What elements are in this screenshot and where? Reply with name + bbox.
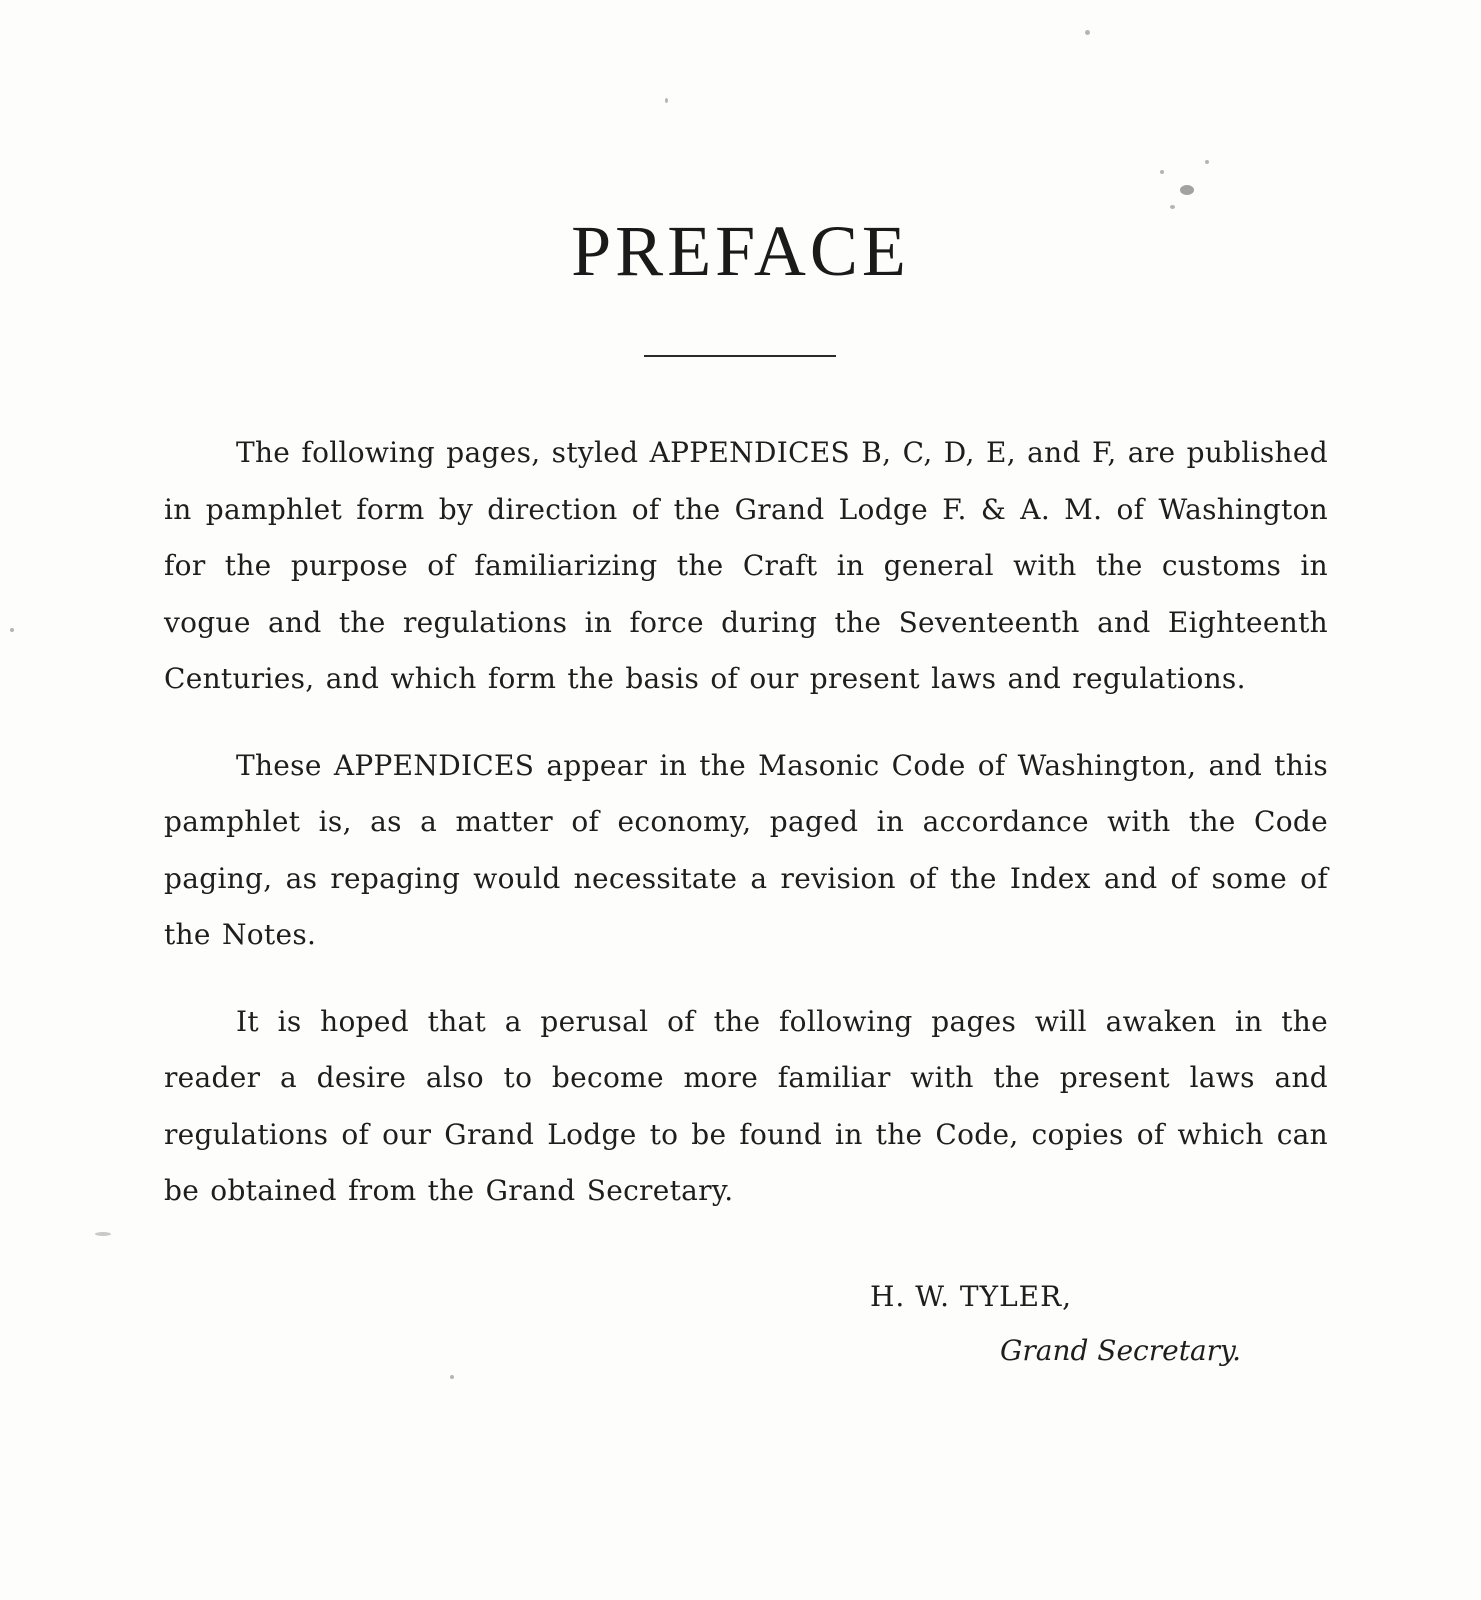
paper-speck <box>10 628 14 632</box>
title-divider <box>644 355 836 357</box>
signature-title: Grand Secretary. <box>1000 1334 1242 1367</box>
paper-speck <box>1180 185 1194 195</box>
paper-speck <box>1085 30 1090 35</box>
paper-speck <box>1205 160 1209 164</box>
paragraph-3: It is hoped that a perusal of the following pages will awaken in the reader a desire also to become more familiar with the present laws and regulations of our Grand Lodge to be found in the Code, copies of which can be obtained from the Grand Secretary. <box>164 1004 1328 1207</box>
signature-block <box>870 1270 1290 1378</box>
paragraph-2: These APPENDICES appear in the Masonic Code of Washington, and this pamphlet is, as a matter of economy, paged in accordance with the Code paging, as repaging would necessitate a revision of the Index and of some of the Notes. <box>164 748 1328 951</box>
paper-speck <box>95 1232 111 1236</box>
paper-speck <box>665 98 668 103</box>
paper-speck <box>1160 170 1164 174</box>
preface-body <box>164 425 1328 1250</box>
paper-speck <box>450 1375 454 1379</box>
paper-speck <box>1170 205 1175 209</box>
signature-name: H. W. TYLER, <box>870 1280 1073 1313</box>
page-title: PREFACE <box>571 211 910 291</box>
paragraph-1: The following pages, styled APPENDICES B, C, D, E, and F, are published in pamphlet form by direction of the Grand Lodge F. & A. M. of Washington for the purpose of familiarizing the Craft in general with the customs in vogue and the regulations in force during the Seventeenth and Eighteenth Centuries, and which form the basis of our present laws and regulations. <box>164 436 1328 695</box>
